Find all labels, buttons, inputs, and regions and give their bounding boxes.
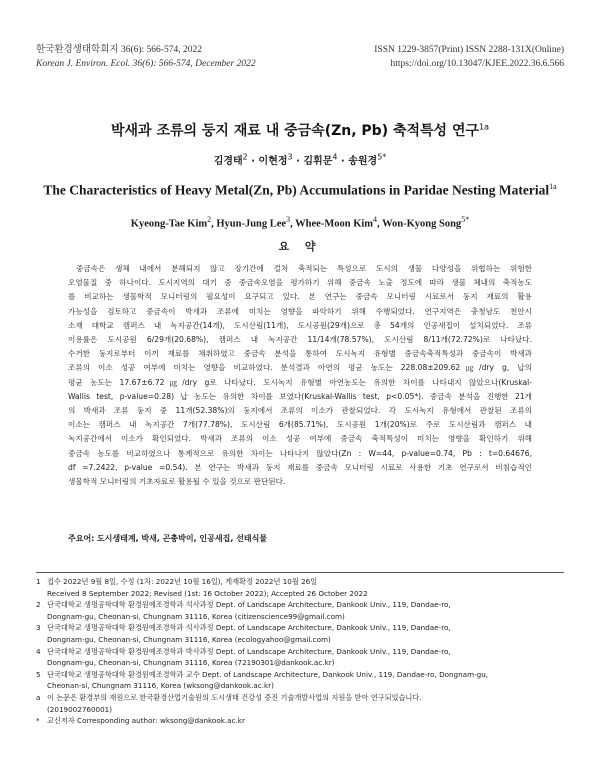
author-ko-separator: · (292, 156, 304, 167)
author-ko-name: 이현정 (258, 156, 288, 167)
abstract-line: 녹지공간에서 이소가 확인되었다. 박새과 조류의 이소 성공 여부에 중금속 축적특성이 미치는 영향을 확인하기 위해 (68, 434, 532, 444)
issn-doi-header (374, 43, 564, 71)
author-en-affiliation-mark: 5* (461, 215, 470, 224)
journal-name-ko: 한국환경생태학회지 36(6): 566-574, 2022 (36, 45, 202, 55)
footnote-text: 단국대학교 생명공학대학 환경원예조경학과 석사과정 Dept. of Landscape Architecture, Dankook Univ., 119, Dandae-ro, (47, 600, 451, 610)
abstract-line: 생물학적 모니터링의 기초자료로 활용될 수 있을 것으로 판단된다. (68, 477, 286, 487)
footnote-mark: 5 (36, 669, 41, 679)
issn: ISSN 1229-3857(Print) ISSN 2288-131X(Online) (374, 45, 564, 55)
footnote-text: (2019002760001) (47, 704, 113, 714)
abstract-line: 조류의 이소 성공 여부에 미치는 영향을 비교하였다. 분석결과 아연의 평균 농도는 228.08±209.62㎍/dry g, 납의 (68, 363, 532, 373)
footnote (36, 576, 568, 599)
footnote-mark: 4 (36, 646, 41, 656)
authors-ko (0, 152, 600, 167)
author-en-separator: , (211, 218, 217, 230)
keywords-label: 주요어: (68, 534, 95, 543)
author-ko-separator: · (337, 156, 349, 167)
author-en-separator: , (377, 218, 383, 230)
author-en-name: Won-Kyong Song (382, 218, 462, 230)
abstract-line: Wallis test, p-value=0.28) 납 농도는 유의한 차이를 보였다(Kruskal-Wallis test, p<0.05*). 중금속 분석을 진행한 21개 (68, 391, 532, 401)
footnote-mark: * (36, 716, 40, 726)
author-en-affiliation-mark: 4 (373, 215, 378, 224)
author-ko-affiliation-mark: 5* (377, 152, 387, 162)
author-en-name: Hyun-Jung Lee (216, 218, 287, 230)
footnote (36, 646, 568, 669)
footnote-text: 이 논문은 환경부의 재원으로 한국환경산업기술원의 도시생태 건강성 증진 기술개발사업의 지원을 받아 연구되었습니다. (47, 692, 422, 702)
abstract-line: df =7.2422, p-value =0.54). 본 연구는 박새과 둥지 재료를 중금속 모니터링 시료로 사용한 기초 연구로서 비침습적인 (68, 462, 532, 472)
footnote-mark: 3 (36, 623, 41, 633)
title-en-footnote-mark: 1a (549, 182, 557, 191)
footnote-text: 교신저자 Corresponding author: wksong@dankook.ac.kr (47, 716, 245, 726)
author-ko-name: 송원경 (348, 156, 378, 167)
author-ko-affiliation-mark: 4 (332, 152, 338, 162)
abstract-line: 를 비교하는 생물학적 모니터링의 필요성이 요구되고 있다. 본 연구는 중금속 모니터링 시료로서 둥지 재료의 활용 (68, 292, 532, 302)
author-en-name: Kyeong-Tae Kim (130, 218, 208, 230)
footnote (36, 669, 568, 692)
paper-title-en (0, 182, 600, 199)
abstract-body (68, 262, 532, 489)
keywords-value: 도시생태계, 박새, 곤충박이, 인공새집, 선태식물 (96, 534, 268, 543)
abstract-line: 의 박새과 조류 둥지 중 11개(52.38%)의 둥지에서 조류의 이소가 관찰되었다. 각 도시녹지 유형에서 관찰된 조류의 (68, 406, 532, 416)
author-en-affiliation-mark: 3 (286, 215, 291, 224)
footnote (36, 715, 568, 727)
authors-en (0, 215, 600, 230)
footnote (36, 692, 568, 715)
footnote-text: Cheonan-si, Chungnam 31116, Korea (wksong@dankook.ac.kr) (47, 681, 274, 691)
abstract-line: 가능성을 검토하고 중금속이 박새과 조류에 미치는 영향을 파악하기 위해 수행되었다. 연구지역은 충청남도 천안시 (68, 306, 532, 316)
journal-name-en: Korean J. Environ. Ecol. 36(6): 566-574, December 2022 (36, 59, 256, 69)
footnote (36, 622, 568, 645)
footnotes (36, 576, 568, 727)
footnote-mark: 2 (36, 600, 41, 610)
author-ko-name: 김휘문 (303, 156, 333, 167)
paper-title-ko (0, 120, 600, 140)
doi-link[interactable]: https://doi.org/10.13047/KJEE.2022.36.6.566 (390, 59, 564, 69)
abstract-line: 수거한 둥지로부터 이끼 재료를 채취하였고 중금속 분석을 통하여 도시녹지 유형별 중금속축적특성과 중금속이 박새과 (68, 349, 532, 359)
footnote-text: 접수 2022년 9월 8일, 수정 (1차: 2022년 10월 16일), 게재확정 2022년 10월 26일 (47, 577, 318, 586)
keywords (68, 533, 267, 544)
footnote-mark: a (36, 692, 41, 702)
abstract-line: 평균 농도는 17.67±6.72㎍/dry g로 나타났다. 도시녹지 유형별 아연농도는 유의한 차이를 나타내지 않았으나(Kruskal- (68, 377, 532, 387)
footnote (36, 599, 568, 622)
footnote-text: Dongnam-gu, Cheonan-si, Chungnam 31116, Korea (72190301@dankook.ac.kr) (47, 658, 335, 668)
title-ko-footnote-mark: 1a (479, 122, 489, 132)
author-ko-name: 김경태 (213, 156, 243, 167)
title-ko-text: 박새과 조류의 둥지 재료 내 중금속(Zn, Pb) 축적특성 연구 (111, 123, 479, 139)
footnote-text: 단국대학교 생명공학대학 환경원예조경학과 석사과정 Dept. of Landscape Architecture, Dankook Univ., 119, Dandae-ro, (47, 623, 451, 633)
footnote-text: Dongnam-gu, Cheonan-si, Chungnam 31116, Korea (citizenscience99@gmail.com) (47, 611, 345, 621)
footnote-mark: 1 (36, 577, 41, 586)
footnote-text: Dongnam-gu, Cheonan-si, Chungnam 31116, Korea (ecologyahoo@gmail.com) (47, 634, 331, 644)
abstract-line: 이소는 캠퍼스 내 녹지공간 7개(77.78%), 도시산림 6개(85.71%), 도시공원 1개(20%)로 주로 도시산림과 캠퍼스 내 (68, 420, 532, 430)
footnote-text: Received 8 September 2022; Revised (1st: 16 October 2022); Accepted 26 October 2022 (47, 588, 368, 598)
author-en-affiliation-mark: 2 (207, 215, 212, 224)
abstract-line: 중금속은 생체 내에서 분해되지 않고 장기간에 걸쳐 축적되는 특성으로 도시의 생물 다양성을 위협하는 위험한 (76, 264, 532, 273)
abstract-line: 중금속 농도를 비교하였으나 통계적으로 유의한 차이는 나타나지 않았다(Zn : W=44, p-value=0.74, Pb : t=0.64676, (68, 448, 532, 458)
abstract-heading: 요 약 (278, 240, 322, 253)
abstract-line: 소재 대학교 캠퍼스 내 녹지공간(14개), 도시산림(11개), 도시공원(29개)으로 총 54개의 인공새집이 설치되었다. 조류 (68, 320, 532, 330)
title-en-text: The Characteristics of Heavy Metal(Zn, Pb) Accumulations in Paridae Nesting Material (43, 182, 550, 198)
author-ko-separator: · (247, 156, 259, 167)
footnote-text: 단국대학교 생명공학대학 환경원예조경학과 박사과정 Dept. of Landscape Architecture, Dankook Univ., 119, Dandae-ro, (47, 646, 451, 656)
footnote-divider (36, 572, 564, 573)
abstract-line: 오염물질 중 하나이다. 도시지역의 대기 중 중금속오염을 평가하기 위해 중금속 노출 정도에 따라 생물 체내의 축적농도 (68, 278, 532, 288)
journal-header (36, 43, 256, 71)
author-ko-affiliation-mark: 3 (287, 152, 293, 162)
author-en-name: Whee-Moon Kim (295, 218, 374, 230)
author-ko-affiliation-mark: 2 (242, 152, 248, 162)
abstract-line: 이용률은 도시공원 6/29개(20.68%), 캠퍼스 내 녹지공간 11/14개(78.57%), 도시산림 8/11개(72.72%)로 나타났다. (68, 335, 532, 345)
footnote-text: 단국대학교 생명공학대학 환경원예조경학과 교수 Dept. of Landscape Architecture, Dankook Univ., 119, Dandae-ro, Dongnam-gu, (47, 669, 489, 679)
author-en-separator: , (290, 218, 296, 230)
